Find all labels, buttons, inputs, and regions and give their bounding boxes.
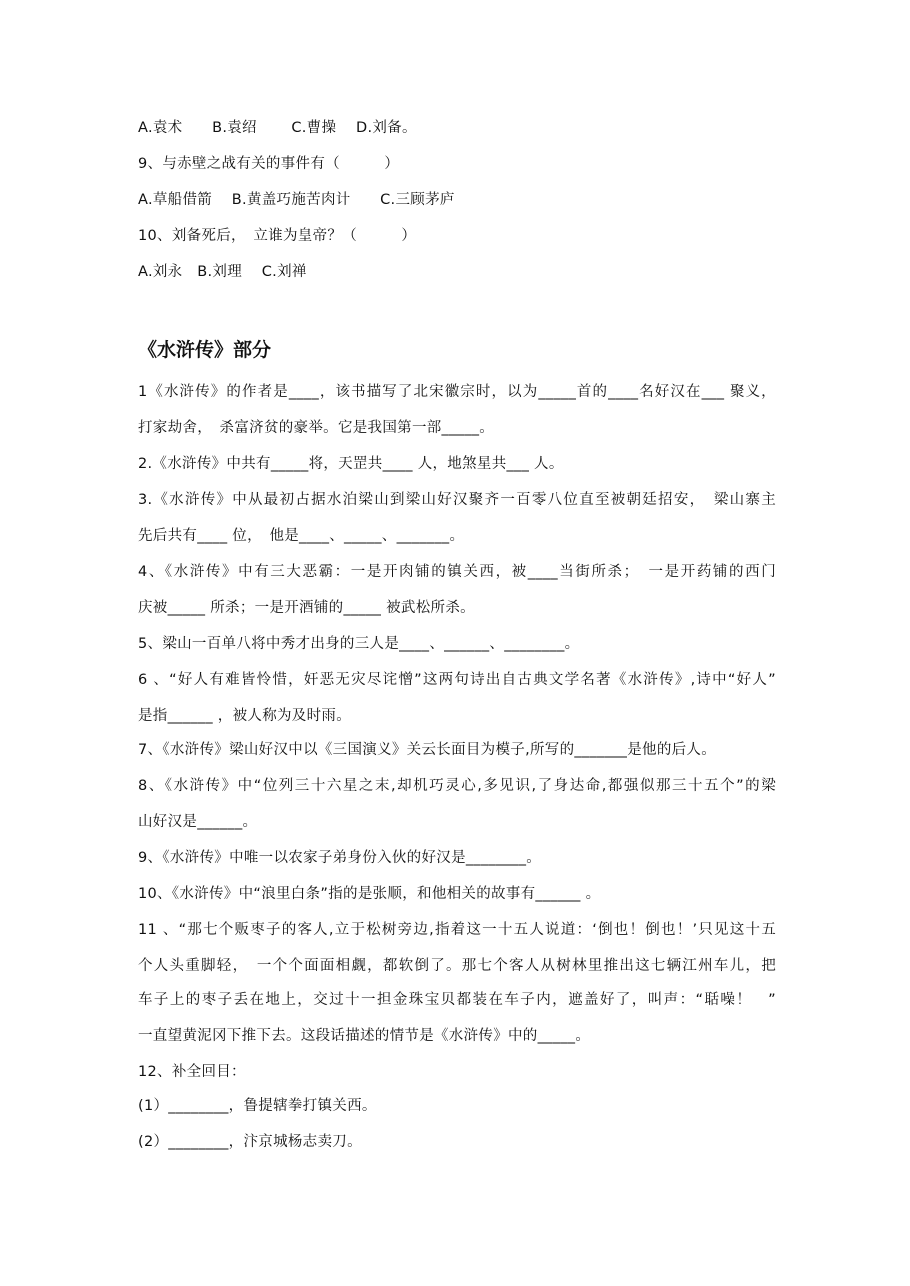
- text-line: 5、梁山一百单八将中秀才出身的三人是____、______、________。: [138, 636, 580, 652]
- text-line: 是指______ ，被人称为及时雨。: [138, 708, 352, 724]
- text-line: 3.《水浒传》中从最初占据水泊梁山到梁山好汉聚齐一百零八位直至被朝廷招安， 梁山寨主: [138, 492, 776, 508]
- text-line: 个人头重脚轻， 一个个面面相觑，都软倒了。那七个客人从树林里推出这七辆江州车儿，把: [138, 958, 776, 974]
- text-line: 12、补全回目：: [138, 1064, 246, 1080]
- q10-question: 10、刘备死后， 立谁为皇帝？（ ）: [138, 228, 417, 244]
- text-line: 8、《水浒传》中“位列三十六星之末,却机巧灵心,多见识,了身达命,都强似那三十五个”的梁: [138, 778, 776, 794]
- q8-options: A.袁术 B.袁绍 C.曹操 D.刘备。: [138, 120, 417, 136]
- q9-question: 9、与赤壁之战有关的事件有（ ）: [138, 156, 400, 172]
- text-line: 7、《水浒传》梁山好汉中以《三国演义》关云长面目为模子,所写的_______是他的后人。: [138, 742, 717, 758]
- text-line: 6 、“好人有难皆怜惜，奸恶无灾尽诧憎”这两句诗出自古典文学名著《水浒传》,诗中“好人”: [138, 672, 776, 688]
- text-line: 1《水浒传》的作者是____，该书描写了北宋徽宗时，以为_____首的____名好汉在___ 聚义，: [138, 384, 776, 400]
- text-line: (1）________，鲁提辖拳打镇关西。: [138, 1098, 377, 1114]
- text-line: 庆被_____ 所杀；一是开酒铺的_____ 被武松所杀。: [138, 600, 475, 616]
- text-line: 先后共有____ 位， 他是____、_____、_______。: [138, 528, 465, 544]
- text-line: 4、《水浒传》中有三大恶霸：一是开肉铺的镇关西，被____当街所杀； 一是开药铺的西门: [138, 564, 776, 580]
- text-line: 9、《水浒传》中唯一以农家子弟身份入伙的好汉是________。: [138, 850, 542, 866]
- q10-options: A.刘永 B.刘理 C.刘禅: [138, 264, 307, 280]
- text-line: 车子上的枣子丢在地上，交过十一担金珠宝贝都装在车子内，遮盖好了，叫声：“聒噪！ ”: [138, 992, 776, 1008]
- text-line: 11 、“那七个贩枣子的客人,立于松树旁边,指着这一十五人说道：‘倒也！倒也！’只见这十五: [138, 922, 776, 938]
- text-line: 山好汉是______。: [138, 814, 258, 830]
- q9-options: A.草船借箭 B.黄盖巧施苦肉计 C.三顾茅庐: [138, 192, 455, 208]
- text-line: 一直望黄泥冈下推下去。这段话描述的情节是《水浒传》中的_____。: [138, 1028, 591, 1044]
- text-line: 10、《水浒传》中“浪里白条”指的是张顺，和他相关的故事有______ 。: [138, 886, 601, 902]
- text-line: 打家劫舍， 杀富济贫的豪举。它是我国第一部_____。: [138, 420, 495, 436]
- text-line: (2）________，汴京城杨志卖刀。: [138, 1134, 362, 1150]
- text-line: 2.《水浒传》中共有_____将，天罡共____ 人，地煞星共___ 人。: [138, 456, 564, 472]
- section-heading: 《水浒传》部分: [138, 339, 272, 361]
